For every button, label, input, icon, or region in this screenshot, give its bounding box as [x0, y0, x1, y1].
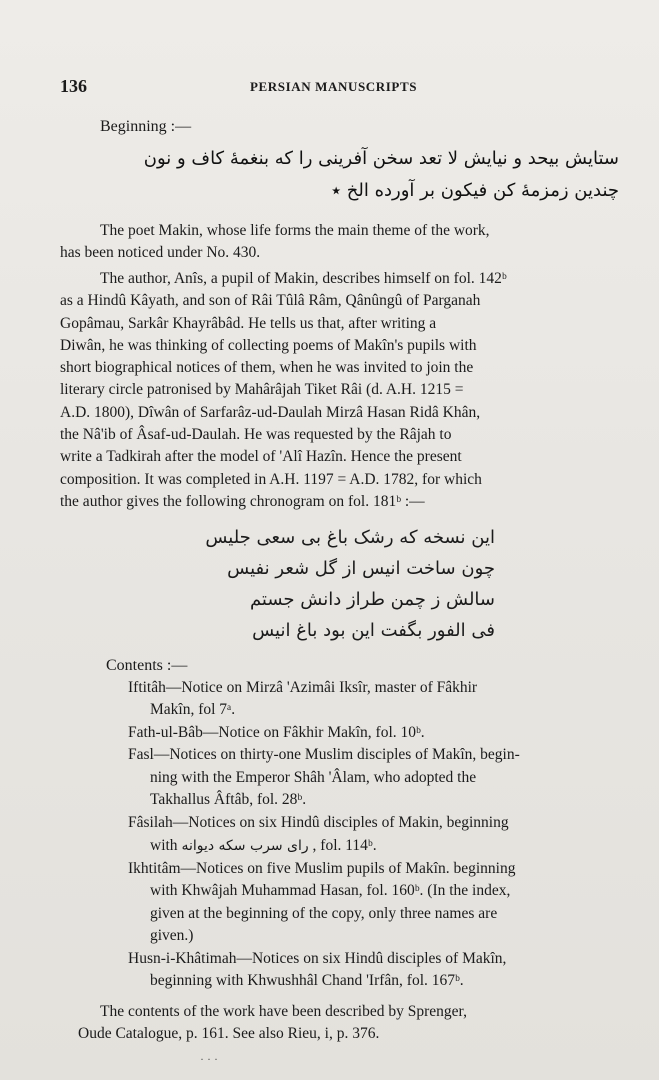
contents-label: Contents :— — [106, 657, 188, 674]
contents-line: Makîn, fol 7ᵃ. — [150, 701, 236, 718]
paragraph-line: short biographical notices of them, when he was invited to join the — [60, 359, 474, 377]
beginning-persian-line-2: چندین زمزمهٔ کن فیکون بر آورده الخ ٭ — [331, 180, 619, 201]
paragraph-makin — [60, 220, 630, 265]
paragraph-author — [60, 268, 630, 513]
contents-line: Fâsilah—Notices on six Hindû disciples of Makin, beginning — [128, 814, 509, 831]
page-number: 136 — [60, 76, 87, 96]
paragraph-line: literary circle patronised by Mahârâjah Tiket Râi (d. A.H. 1215 = — [60, 381, 464, 399]
contents-line-part: , fol. 114ᵇ. — [312, 837, 377, 854]
contents-line: ning with the Emperor Shâh 'Âlam, who adopted the — [150, 769, 477, 786]
running-title: PERSIAN MANUSCRIPTS — [250, 79, 418, 94]
paragraph-line: Diwân, he was thinking of collecting poems of Makîn's pupils with — [60, 336, 477, 354]
paragraph-line: has been noticed under No. 430. — [60, 244, 261, 262]
paragraph-line: composition. It was completed in A.H. 1197 = A.D. 1782, for which — [60, 470, 482, 488]
paragraph-line: A.D. 1800), Dîwân of Sarfarâz-ud-Daulah Mirzâ Hasan Ridâ Khân, — [60, 403, 481, 421]
contents-line: with Khwâjah Muhammad Hasan, fol. 160ᵇ. (In the index, — [150, 882, 511, 899]
paragraph-line: the Nâ'ib of Âsaf-ud-Daulah. He was requested by the Râjah to — [60, 426, 452, 444]
paragraph-line: The author, Anîs, a pupil of Makin, describes himself on fol. 142ᵇ — [100, 270, 507, 287]
paragraph-line: The poet Makin, whose life forms the main theme of the work, — [100, 222, 490, 239]
verse-line: چون ساخت انیس از گل شعر نفیس — [227, 558, 495, 579]
contents-line: Iftitâh—Notice on Mirzâ 'Azimâi Iksîr, master of Fâkhir — [128, 679, 478, 696]
contents-line: beginning with Khwushhâl Chand 'Irfân, fol. 167ᵇ. — [150, 972, 464, 989]
page-header — [60, 76, 619, 96]
contents-line: Fasl—Notices on thirty-one Muslim disciples of Makîn, begin- — [128, 746, 520, 763]
chronogram-verse — [175, 522, 495, 646]
verse-line: سالش ز چمن طراز دانش جستم — [249, 589, 495, 610]
contents-line: given at the beginning of the copy, only three names are — [150, 905, 498, 922]
verse-line: فی الفور بگفت این بود باغ انیس — [252, 620, 495, 641]
contents-line: Fath-ul-Bâb—Notice on Fâkhir Makîn, fol. 10ᵇ. — [128, 724, 425, 741]
stray-marks: · · · — [200, 1052, 218, 1066]
contents-line: Ikhtitâm—Notices on five Muslim pupils of Makîn. beginning — [128, 860, 516, 877]
paragraph-line: Oude Catalogue, p. 161. See also Rieu, i, p. 376. — [78, 1025, 380, 1043]
paragraph-line: The contents of the work have been described by Sprenger, — [100, 1003, 467, 1020]
contents-line-part: with — [150, 837, 178, 854]
paragraph-line: write a Tadkirah after the model of 'Alî Hazîn. Hence the present — [60, 448, 462, 466]
paragraph-line: the author gives the following chronogram on fol. 181ᵇ :— — [60, 492, 425, 510]
contents-line: Takhallus Âftâb, fol. 28ᵇ. — [150, 791, 307, 808]
paragraph-line: as a Hindû Kâyath, and son of Râi Tûlâ Râm, Qânûngû of Parganah — [60, 292, 481, 310]
contents-line: given.) — [150, 927, 194, 944]
contents-line: Husn-i-Khâtimah—Notices on six Hindû disciples of Makîn, — [128, 950, 507, 967]
beginning-persian-line-1: ستایش بیحد و نیایش لا تعد سخن آفرینی را که بنغمهٔ کاف و نون — [143, 148, 619, 169]
paragraph-line: Gopâmau, Sarkâr Khayrâbâd. He tells us that, after writing a — [60, 314, 437, 332]
verse-line: این نسخه که رشک باغ بی سعی جلیس — [205, 527, 495, 548]
beginning-label: Beginning :— — [100, 118, 192, 135]
persian-inline-name: راى سرب سكه ديوانه — [181, 838, 309, 854]
contents-line-mixed — [150, 837, 377, 855]
closing-paragraph — [60, 1001, 630, 1046]
